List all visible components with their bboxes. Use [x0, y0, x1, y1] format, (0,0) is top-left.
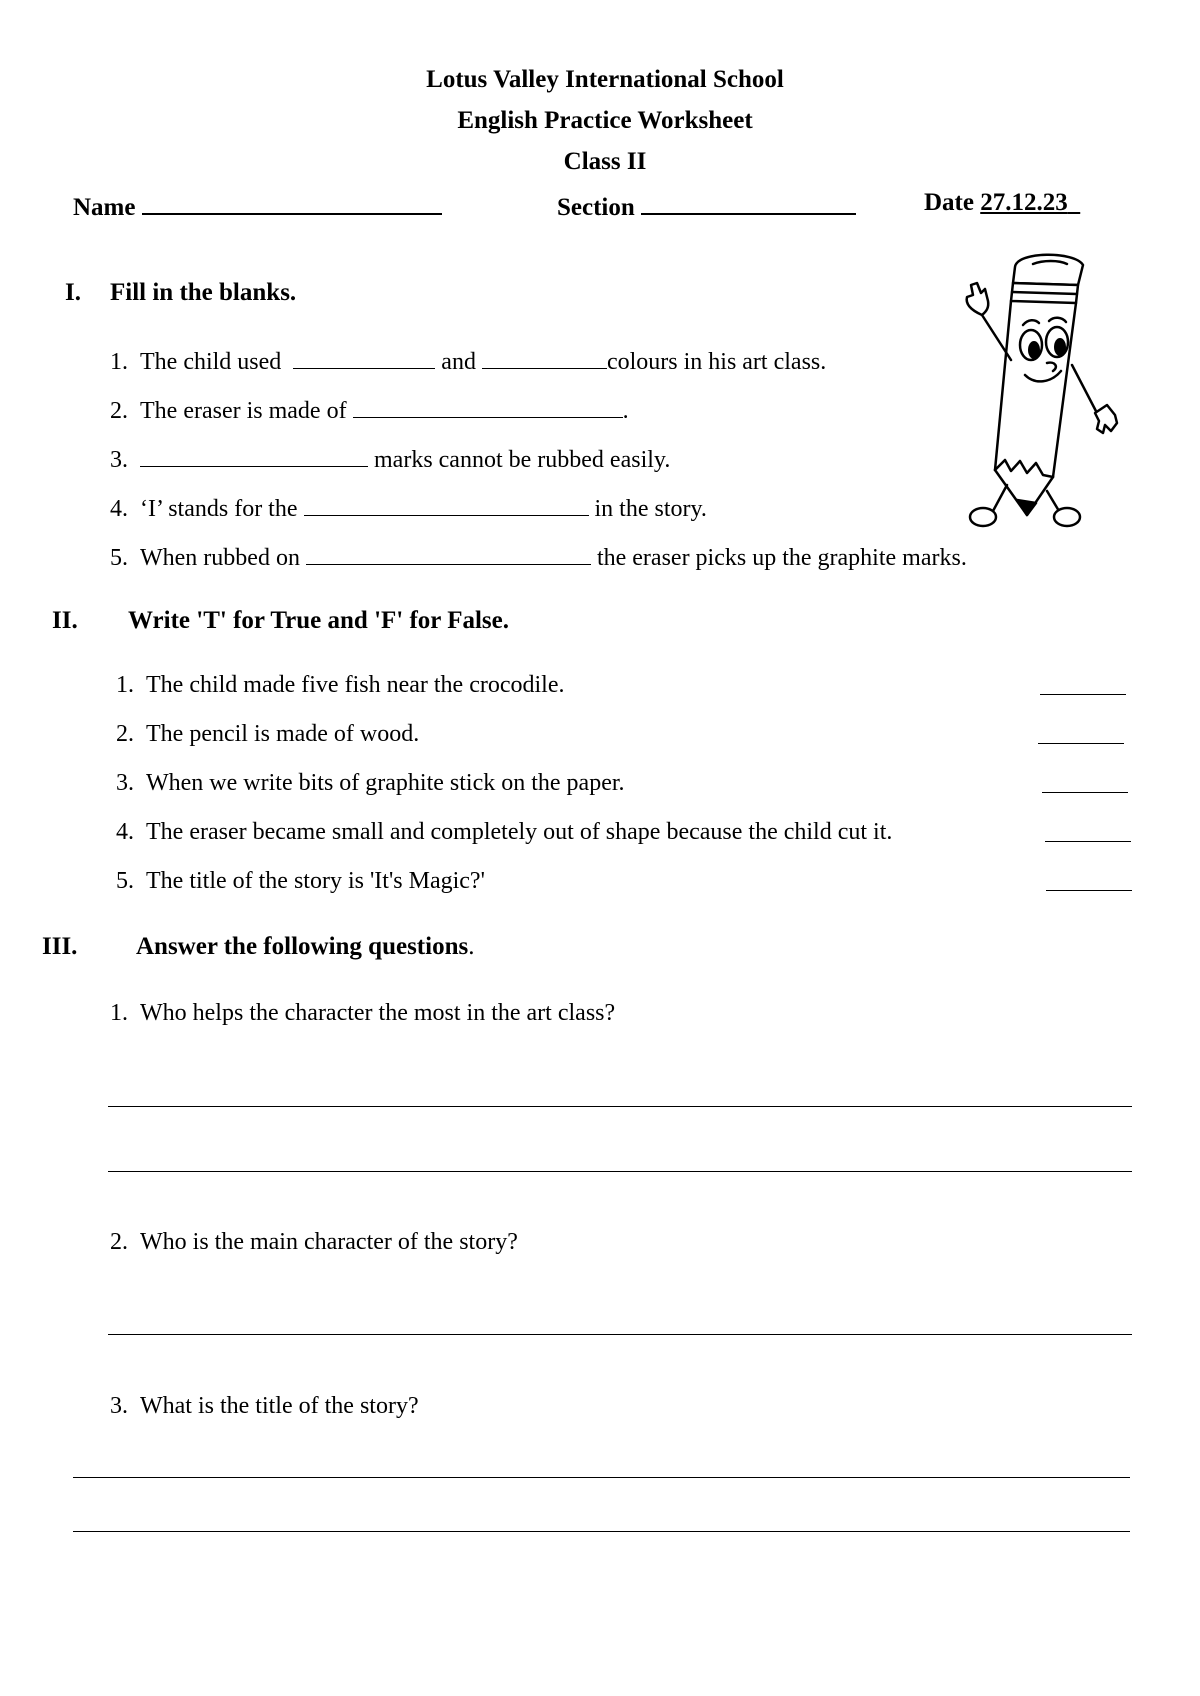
- fill-blank-1a[interactable]: [293, 346, 435, 369]
- section-label: Section: [557, 194, 635, 221]
- tf-item-2: 2. The pencil is made of wood.: [116, 721, 420, 747]
- tf-blank-2[interactable]: [1038, 741, 1124, 744]
- section-field[interactable]: [557, 189, 856, 222]
- date-field: [924, 189, 1080, 217]
- tf-blank-1[interactable]: [1040, 692, 1126, 695]
- date-label: Date: [924, 189, 974, 216]
- fill-item-1: 1. The child used and colours in his art class.: [110, 346, 826, 376]
- fill-blank-4[interactable]: [304, 493, 589, 516]
- section1-heading: Fill in the blanks.: [110, 279, 297, 306]
- answer-line-3b[interactable]: [73, 1531, 1130, 1532]
- tf-item-4: 4. The eraser became small and completely out of shape because the child cut it.: [116, 819, 893, 845]
- school-name: Lotus Valley International School: [426, 66, 784, 93]
- class-label: Class II: [563, 148, 647, 175]
- fill-blank-2[interactable]: [353, 395, 623, 418]
- pencil-cartoon-icon: [935, 245, 1135, 535]
- question-3: 3. What is the title of the story?: [110, 1393, 419, 1419]
- answer-line-3a[interactable]: [73, 1477, 1130, 1478]
- tf-item-5: 5. The title of the story is 'It's Magic?': [116, 868, 485, 894]
- fill-item-4: 4. ‘I’ stands for the in the story.: [110, 493, 707, 523]
- fill-blank-3[interactable]: [140, 444, 368, 467]
- answer-line-1b[interactable]: [108, 1171, 1132, 1172]
- worksheet-title: English Practice Worksheet: [457, 107, 753, 134]
- fill-blank-1b[interactable]: [482, 346, 607, 369]
- tf-blank-4[interactable]: [1045, 839, 1131, 842]
- section1-numeral: I.: [65, 279, 81, 306]
- section-blank[interactable]: [641, 189, 856, 215]
- section3-heading: Answer the following questions.: [136, 933, 475, 960]
- name-label: Name: [73, 194, 136, 221]
- tf-item-1: 1. The child made five fish near the crocodile.: [116, 672, 565, 698]
- section2-heading: Write 'T' for True and 'F' for False.: [128, 607, 509, 634]
- tf-blank-5[interactable]: [1046, 888, 1132, 891]
- question-2: 2. Who is the main character of the story?: [110, 1229, 518, 1255]
- date-value: 27.12.23: [980, 189, 1068, 216]
- fill-item-5: 5. When rubbed on the eraser picks up the graphite marks.: [110, 542, 967, 572]
- answer-line-2[interactable]: [108, 1334, 1132, 1335]
- name-field[interactable]: [73, 189, 442, 222]
- fill-blank-5[interactable]: [306, 542, 591, 565]
- question-1: 1. Who helps the character the most in the art class?: [110, 1000, 616, 1026]
- section2-numeral: II.: [52, 607, 78, 634]
- fill-item-2: 2. The eraser is made of .: [110, 395, 629, 425]
- section3-numeral: III.: [42, 933, 78, 960]
- tf-item-3: 3. When we write bits of graphite stick on the paper.: [116, 770, 625, 796]
- tf-blank-3[interactable]: [1042, 790, 1128, 793]
- answer-line-1a[interactable]: [108, 1106, 1132, 1107]
- fill-item-3: 3. marks cannot be rubbed easily.: [110, 444, 670, 474]
- name-blank[interactable]: [142, 189, 442, 215]
